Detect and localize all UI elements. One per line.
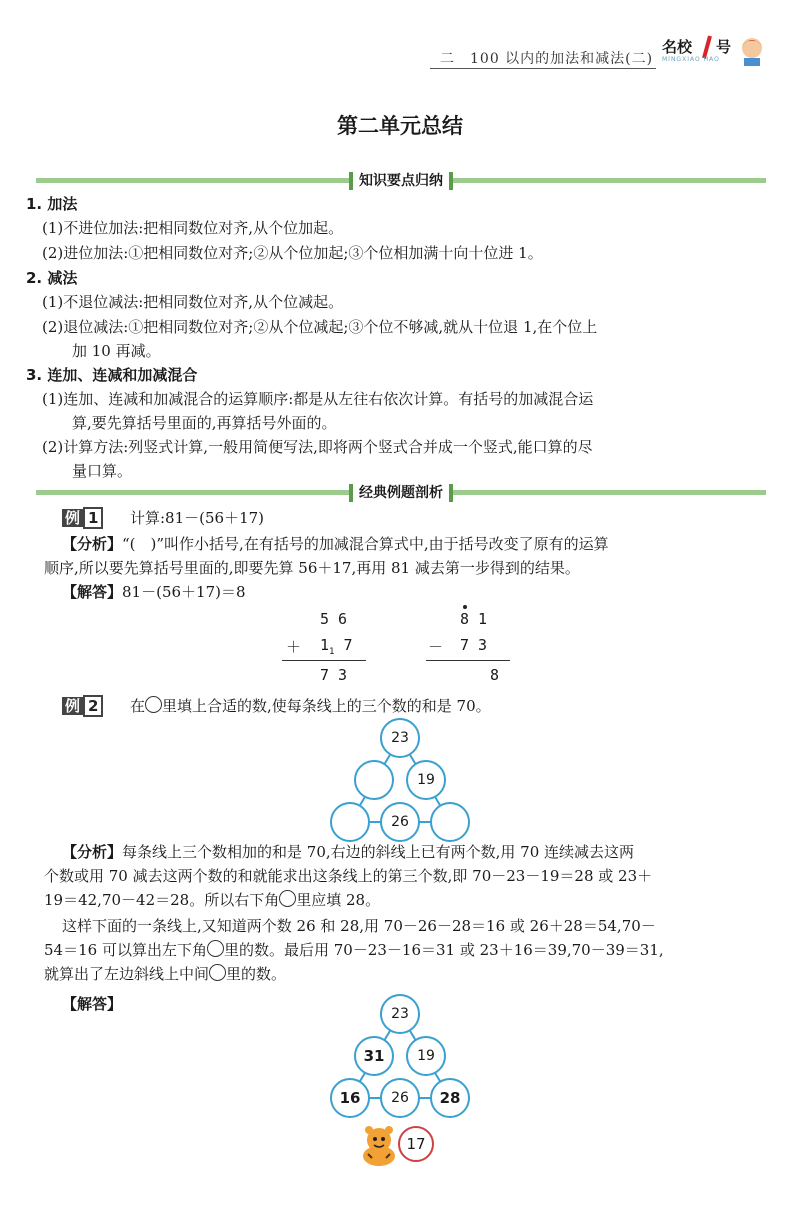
example2-analysis-l3: 19＝42,70－42＝28。所以右下角 里应填 28。 — [44, 891, 381, 909]
calc2-operator: － — [428, 638, 444, 656]
node-top: 23 — [380, 994, 420, 1034]
section-bar-examples — [36, 484, 766, 502]
calc2-rule — [426, 660, 510, 661]
calc1-rule — [282, 660, 366, 661]
item3-line1: (1)连加、连减和加减混合的运算顺序:都是从左往右依次计算。有括号的加减混合运 — [42, 390, 594, 408]
node-mid-right: 19 — [406, 760, 446, 800]
item3-title: 3. 连加、连减和加减混合 — [26, 366, 198, 384]
item2-title: 2. 减法 — [26, 269, 78, 287]
item3-line2: (2)计算方法:列竖式计算,一般用简便写法,即将两个竖式合并成一个竖式,能口算的尽 — [42, 438, 593, 456]
example1-answer: 【解答】81－(56＋17)＝8 — [62, 583, 246, 601]
chapter-header: 二 100 以内的加法和减法(二) — [440, 51, 654, 67]
calc2-second: 7 3 — [460, 636, 488, 654]
borrow-dot — [463, 605, 467, 609]
tiger-mascot-icon — [356, 1124, 402, 1168]
item1-line2: (2)进位加法:①把相同数位对齐;②从个位加起;③个位相加满十向十位进 1。 — [42, 244, 543, 262]
node-bottom-left[interactable] — [330, 802, 370, 842]
node-mid-right: 19 — [406, 1036, 446, 1076]
brand-name: 名校 — [662, 38, 693, 56]
example2-analysis-l2: 个数或用 70 减去这两个数的和就能求出这条线上的第三个数,即 70－23－19＝28 或 23＋ — [44, 867, 653, 885]
calc1-second: $1_1$ 7 — [320, 636, 353, 657]
calc2-top: 8 1 — [460, 610, 488, 628]
page-title: 第二单元总结 — [337, 114, 463, 138]
section-bar-knowledge — [36, 172, 766, 190]
brand-subtitle: MINGXIAO HAO — [662, 56, 720, 63]
example2-analysis-l6: 就算出了左边斜线上中间 里的数。 — [44, 965, 287, 983]
node-bottom-mid: 26 — [380, 802, 420, 842]
node-bottom-left: 16 — [330, 1078, 370, 1118]
calc1-result: 7 3 — [320, 666, 348, 684]
blank-circle-icon — [209, 964, 226, 981]
blank-circle-icon — [207, 940, 224, 957]
example2-analysis-l5: 54＝16 可以算出左下角 里的数。最后用 70－23－16＝31 或 23＋16＝39,70－39＝31, — [44, 941, 664, 959]
item2-line2: (2)退位减法:①把相同数位对齐;②从个位减起;③个位不够减,就从十位退 1,在个位上 — [42, 318, 598, 336]
example1-analysis-cont: 顺序,所以要先算括号里面的,即要先算 56＋17,再用 81 减去第一步得到的结果。 — [44, 559, 580, 577]
triangle-diagram-2 — [330, 994, 470, 1134]
example2-analysis: 【分析】每条线上三个数相加的和是 70,右边的斜线上已有两个数,用 70 连续减去这两 — [62, 843, 635, 861]
example1-question: 计算:81－(56＋17) — [130, 509, 265, 527]
blank-circle-icon — [279, 890, 296, 907]
node-mid-left: 31 — [354, 1036, 394, 1076]
item2-line2-cont: 加 10 再减。 — [72, 342, 161, 360]
item3-line1-cont: 算,要先算括号里面的,再算括号外面的。 — [72, 414, 337, 432]
node-bottom-mid: 26 — [380, 1078, 420, 1118]
item3-line2-cont: 量口算。 — [72, 462, 133, 480]
calc1-operator: ＋ — [286, 638, 302, 656]
item1-title: 1. 加法 — [26, 195, 78, 213]
example2-question: 在 里填上合适的数,使每条线上的三个数的和是 70。 — [130, 697, 491, 715]
brand-mark: 号 — [716, 38, 732, 56]
page-number: 17 — [398, 1126, 434, 1162]
example1-badge: 例 1 — [62, 508, 103, 529]
brand-logo — [662, 34, 772, 70]
boy-mascot-icon — [736, 34, 768, 66]
item1-line1: (1)不进位加法:把相同数位对齐,从个位加起。 — [42, 219, 344, 237]
node-mid-left[interactable] — [354, 760, 394, 800]
node-bottom-right[interactable] — [430, 802, 470, 842]
example2-answer-tag: 【解答】 — [62, 995, 123, 1013]
example2-analysis-l4: 这样下面的一条线上,又知道两个数 26 和 28,用 70－26－28＝16 或 26＋28＝54,70－ — [62, 917, 656, 935]
section-title-examples: 经典例题剖析 — [349, 484, 453, 502]
node-bottom-right: 28 — [430, 1078, 470, 1118]
header-rule — [430, 68, 656, 69]
triangle-diagram-1 — [330, 718, 470, 858]
node-top: 23 — [380, 718, 420, 758]
blank-circle-icon — [145, 696, 162, 713]
calc2-result: 8 — [490, 666, 500, 684]
example2-badge: 例 2 — [62, 696, 103, 717]
item2-line1: (1)不退位减法:把相同数位对齐,从个位减起。 — [42, 293, 344, 311]
calc1-top: 5 6 — [320, 610, 348, 628]
section-title-knowledge: 知识要点归纳 — [349, 172, 453, 190]
example1-analysis: 【分析】“( )”叫作小括号,在有括号的加减混合算式中,由于括号改变了原有的运算 — [62, 535, 609, 553]
